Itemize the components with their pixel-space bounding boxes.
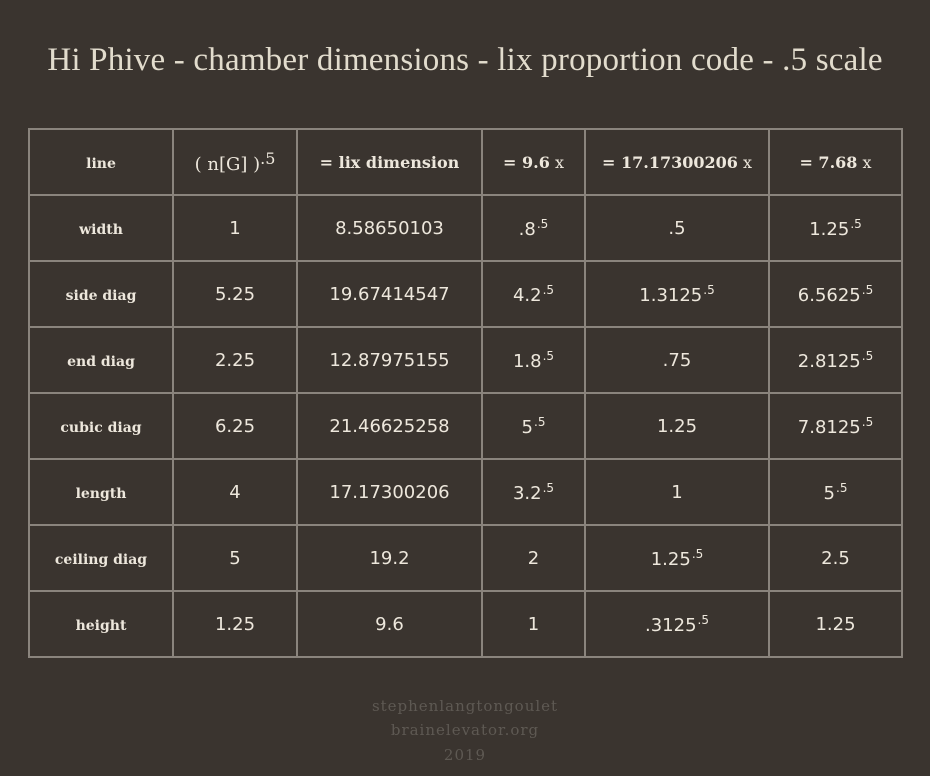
exponent: .5 <box>697 612 709 627</box>
cell-factor-17-17: $1.3125^{.5}$ <box>585 261 769 327</box>
cell-lix: 17.17300206 <box>297 459 482 525</box>
header-factor-9-6: = 9.6 x <box>482 129 585 195</box>
cell-factor-17-17: 1.25 <box>585 393 769 459</box>
cell-lix: 12.87975155 <box>297 327 482 393</box>
exponent: .5 <box>691 546 704 561</box>
cell-factor-9-6: 1 <box>482 591 585 657</box>
cell-lix: 8.58650103 <box>297 195 482 261</box>
cell-lix: 19.67414547 <box>297 261 482 327</box>
exponent: .5 <box>836 480 848 495</box>
cell-ng: 4 <box>173 459 297 525</box>
cell-factor-7-68: $7.8125^{.5}$ <box>769 393 902 459</box>
exponent: .5 <box>850 216 862 231</box>
table-row <box>29 459 902 525</box>
cell-factor-9-6: $1.8^{.5}$ <box>482 327 585 393</box>
exponent: .5 <box>542 480 555 495</box>
exponent: .5 <box>542 348 555 363</box>
table-row <box>29 393 902 459</box>
header-lix-dimension: = lix dimension <box>297 129 482 195</box>
row-label: ceiling diag <box>29 525 173 591</box>
cell-ng: 1.25 <box>173 591 297 657</box>
table-row <box>29 195 902 261</box>
header-factor-7-68: = 7.68 x <box>769 129 902 195</box>
dimensions-table <box>28 128 903 658</box>
cell-factor-17-17: .5 <box>585 195 769 261</box>
cell-factor-9-6: $3.2^{.5}$ <box>482 459 585 525</box>
header-factor-17-17: = 17.17300206 x <box>585 129 769 195</box>
page-title: Hi Phive - chamber dimensions - lix proportion code - .5 scale <box>47 42 883 78</box>
exponent: .5 <box>542 282 555 297</box>
header-row <box>29 129 902 195</box>
header-ng <box>173 129 297 195</box>
exponent: .5 <box>861 348 874 363</box>
cell-factor-7-68: $6.5625^{.5}$ <box>769 261 902 327</box>
credit-year: 2019 <box>443 746 487 764</box>
credit-site: brainelevator.org <box>390 721 540 739</box>
exponent: .5 <box>534 414 546 429</box>
table-row <box>29 327 902 393</box>
cell-ng: 6.25 <box>173 393 297 459</box>
cell-factor-7-68: $2.8125^{.5}$ <box>769 327 902 393</box>
cell-lix: 9.6 <box>297 591 482 657</box>
exponent: .5 <box>703 282 715 297</box>
row-label: height <box>29 591 173 657</box>
table-row <box>29 591 902 657</box>
row-label: length <box>29 459 173 525</box>
header-ng-exponent: .5 <box>260 149 276 168</box>
exponent: .5 <box>536 216 549 231</box>
exponent: .5 <box>861 414 874 429</box>
cell-factor-17-17: $1.25^{.5}$ <box>585 525 769 591</box>
row-label: end diag <box>29 327 173 393</box>
cell-ng: 1 <box>173 195 297 261</box>
table-body <box>29 129 902 657</box>
cell-factor-9-6: 2 <box>482 525 585 591</box>
cell-factor-9-6: $5^{.5}$ <box>482 393 585 459</box>
cell-factor-17-17: $.3125^{.5}$ <box>585 591 769 657</box>
cell-ng: 5 <box>173 525 297 591</box>
credit-author: stephenlangtongoulet <box>371 697 559 715</box>
cell-factor-7-68: 2.5 <box>769 525 902 591</box>
cell-factor-17-17: .75 <box>585 327 769 393</box>
cell-ng: 5.25 <box>173 261 297 327</box>
table-row <box>29 525 902 591</box>
header-ng-base: ( n[G] ) <box>194 154 261 175</box>
cell-ng: 2.25 <box>173 327 297 393</box>
row-label: width <box>29 195 173 261</box>
cell-lix: 19.2 <box>297 525 482 591</box>
row-label: side diag <box>29 261 173 327</box>
header-line: line <box>29 129 173 195</box>
cell-factor-7-68: $1.25^{.5}$ <box>769 195 902 261</box>
row-label: cubic diag <box>29 393 173 459</box>
cell-factor-7-68: 1.25 <box>769 591 902 657</box>
cell-factor-9-6: $4.2^{.5}$ <box>482 261 585 327</box>
table-row <box>29 261 902 327</box>
cell-factor-17-17: 1 <box>585 459 769 525</box>
cell-factor-9-6: $.8^{.5}$ <box>482 195 585 261</box>
cell-lix: 21.46625258 <box>297 393 482 459</box>
exponent: .5 <box>861 282 874 297</box>
cell-factor-7-68: $5^{.5}$ <box>769 459 902 525</box>
